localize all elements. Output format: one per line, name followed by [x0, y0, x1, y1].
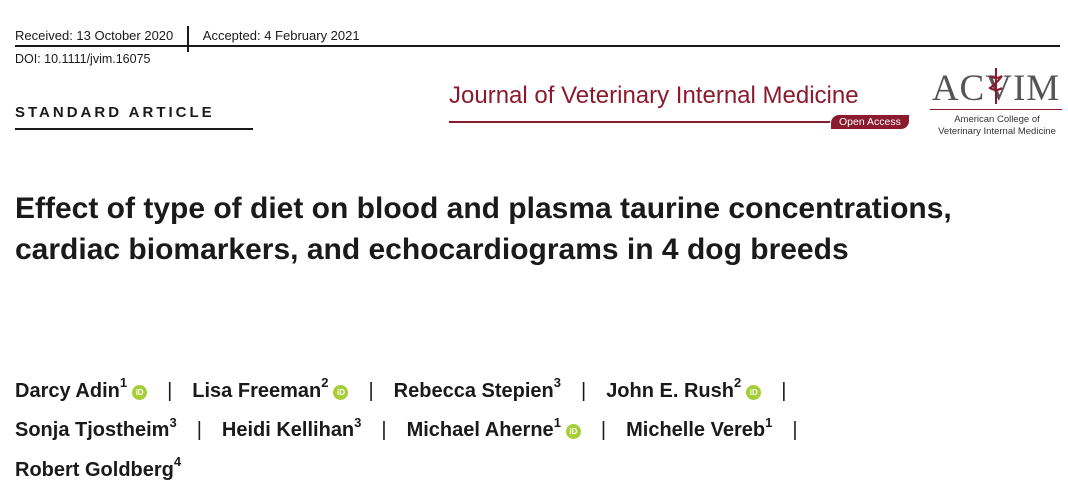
- article-title: Effect of type of diet on blood and plasma taurine concentrations, cardiac biomarkers, and echocardiograms in 4 dog breeds: [15, 192, 952, 266]
- author-affiliation: 2: [733, 375, 742, 390]
- article-type-underline: [15, 128, 253, 130]
- orcid-icon[interactable]: iD: [132, 385, 147, 400]
- acvim-logo[interactable]: [926, 66, 1066, 106]
- article-type: STANDARD ARTICLE: [15, 104, 215, 121]
- author-name: Michael Aherne: [406, 419, 554, 442]
- author-affiliation: 1: [119, 375, 128, 390]
- author-separator: |: [381, 419, 387, 442]
- orcid-icon[interactable]: iD: [333, 385, 348, 400]
- author-name: Sonja Tjostheim: [15, 419, 170, 442]
- author-affiliation: 3: [169, 414, 177, 430]
- received-date: Received: 13 October 2020: [15, 27, 174, 43]
- author-name: John E. Rush: [606, 379, 734, 402]
- acvim-logo-text: ACVIM: [931, 68, 1061, 106]
- author-affiliation: 3: [553, 375, 561, 390]
- author-name: Michelle Vereb: [626, 419, 766, 442]
- author-name: Rebecca Stepien: [393, 379, 554, 402]
- acvim-subtitle: [930, 114, 1064, 138]
- doi[interactable]: DOI: 10.1111/jvim.16075: [15, 52, 151, 66]
- journal-name[interactable]: Journal of Veterinary Internal Medicine: [449, 82, 859, 109]
- author-list: [15, 368, 1055, 487]
- journal-rule: [449, 121, 830, 123]
- author-separator: |: [600, 419, 607, 442]
- author-name: Lisa Freeman: [192, 379, 322, 402]
- author-affiliation: 3: [354, 414, 362, 430]
- author-separator: |: [196, 419, 202, 442]
- author-name: Darcy Adin: [15, 379, 120, 402]
- author[interactable]: [626, 414, 773, 442]
- author[interactable]: [192, 375, 348, 402]
- author-affiliation: 1: [765, 414, 773, 430]
- header-rule: [15, 45, 1060, 47]
- author-affiliation: 1: [553, 414, 561, 430]
- acvim-subtitle-line1: American College of: [954, 114, 1040, 125]
- acvim-subtitle-line2: Veterinary Internal Medicine: [938, 126, 1056, 137]
- author-affiliation: 2: [321, 375, 329, 390]
- author-separator: |: [781, 379, 787, 402]
- author-name: Robert Goldberg: [15, 458, 174, 481]
- author[interactable]: [15, 414, 177, 442]
- date-separator: [187, 26, 189, 52]
- author-separator: |: [167, 379, 173, 402]
- author[interactable]: [221, 414, 362, 442]
- author-separator: |: [368, 379, 374, 402]
- accepted-date: Accepted: 4 February 2021: [202, 27, 360, 43]
- author-affiliation: 4: [173, 454, 182, 470]
- author-separator: |: [792, 419, 798, 442]
- author[interactable]: [15, 454, 182, 481]
- author-separator: |: [580, 379, 587, 402]
- author[interactable]: [393, 375, 561, 402]
- author[interactable]: [406, 414, 581, 442]
- open-access-badge: Open Access: [831, 115, 909, 129]
- orcid-icon[interactable]: iD: [566, 424, 581, 439]
- acvim-divider: [930, 109, 1062, 110]
- author[interactable]: [606, 375, 761, 402]
- author-name: Heidi Kellihan: [221, 419, 355, 442]
- orcid-icon[interactable]: iD: [746, 385, 761, 400]
- author[interactable]: [15, 375, 147, 402]
